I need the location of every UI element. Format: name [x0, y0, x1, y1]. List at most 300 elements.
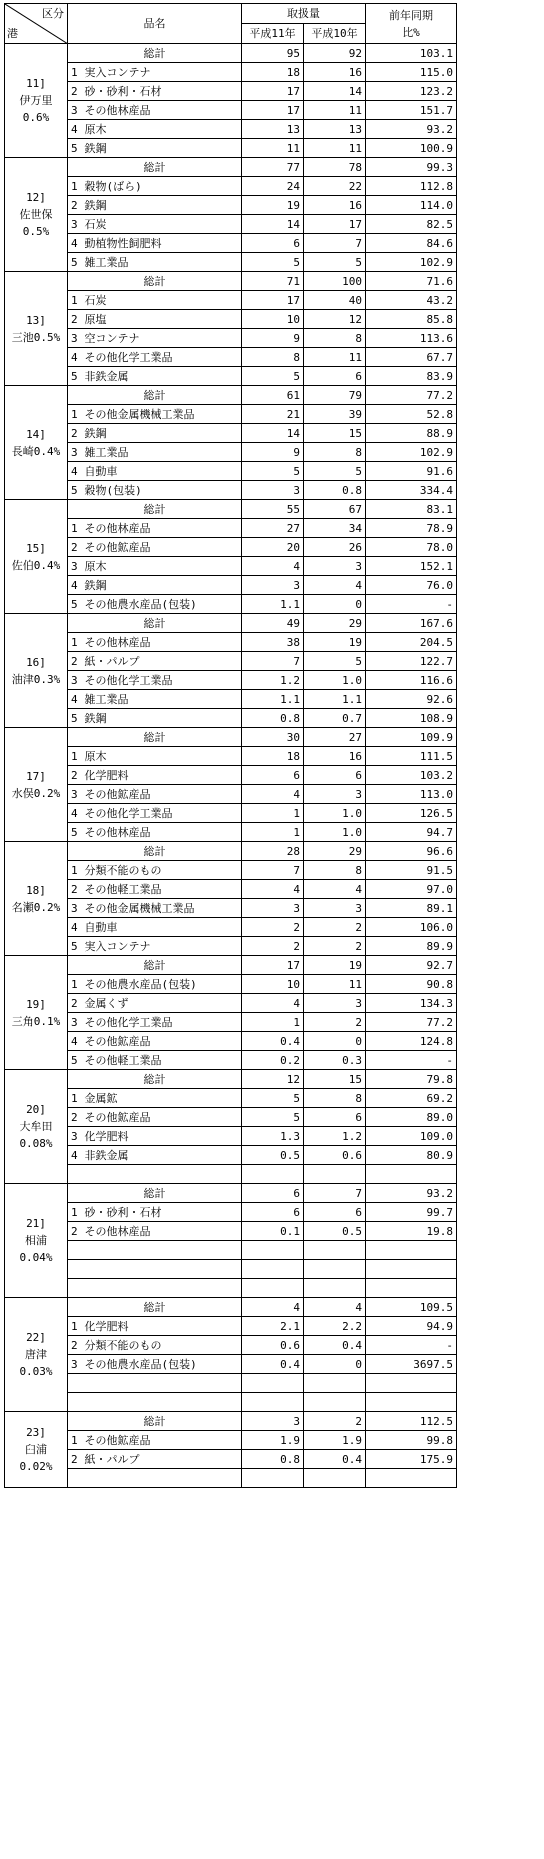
- item-rank: 5: [68, 253, 82, 272]
- item-rank: 3: [68, 1013, 82, 1032]
- blank-cell: [68, 1469, 242, 1488]
- table-row: [5, 1355, 457, 1374]
- table-row: [5, 994, 457, 1013]
- item-prev-value: 11: [304, 348, 366, 367]
- item-ratio-value: 67.7: [366, 348, 457, 367]
- total-cur-value: 6: [242, 1184, 304, 1203]
- item-name: その他林産品: [82, 101, 242, 120]
- item-ratio-value: -: [366, 1336, 457, 1355]
- header-item-name: 品名: [68, 4, 242, 44]
- port-total-row: [5, 956, 457, 975]
- item-ratio-value: -: [366, 1051, 457, 1070]
- item-name: その他化学工業品: [82, 804, 242, 823]
- total-label: 総計: [68, 1298, 242, 1317]
- item-rank: 3: [68, 785, 82, 804]
- item-name: 鉄鋼: [82, 424, 242, 443]
- item-rank: 3: [68, 329, 82, 348]
- item-ratio-value: 92.6: [366, 690, 457, 709]
- total-prev-value: 100: [304, 272, 366, 291]
- item-ratio-value: 124.8: [366, 1032, 457, 1051]
- blank-row: [5, 1165, 457, 1184]
- item-prev-value: 16: [304, 63, 366, 82]
- item-cur-value: 8: [242, 348, 304, 367]
- table-row: [5, 975, 457, 994]
- table-row: [5, 367, 457, 386]
- port-name-line: 0.02%: [19, 1460, 53, 1473]
- item-prev-value: 0: [304, 595, 366, 614]
- item-rank: 2: [68, 880, 82, 899]
- item-ratio-value: 100.9: [366, 139, 457, 158]
- total-cur-value: 77: [242, 158, 304, 177]
- table-row: [5, 709, 457, 728]
- blank-cell: [242, 1165, 304, 1184]
- item-prev-value: 0.6: [304, 1146, 366, 1165]
- item-prev-value: 5: [304, 253, 366, 272]
- item-name: その他林産品: [82, 823, 242, 842]
- item-prev-value: 5: [304, 462, 366, 481]
- total-prev-value: 27: [304, 728, 366, 747]
- total-ratio-value: 167.6: [366, 614, 457, 633]
- item-name: 石炭: [82, 215, 242, 234]
- item-cur-value: 10: [242, 310, 304, 329]
- item-ratio-value: 113.6: [366, 329, 457, 348]
- item-cur-value: 2: [242, 937, 304, 956]
- total-cur-value: 49: [242, 614, 304, 633]
- item-ratio-value: 123.2: [366, 82, 457, 101]
- blank-cell: [68, 1241, 242, 1260]
- table-row: [5, 918, 457, 937]
- item-prev-value: 0: [304, 1355, 366, 1374]
- header-prev-ratio-line2: 比%: [402, 25, 420, 39]
- total-prev-value: 78: [304, 158, 366, 177]
- port-name-line: 伊万里: [19, 94, 53, 107]
- item-rank: 1: [68, 519, 82, 538]
- blank-cell: [68, 1165, 242, 1184]
- item-prev-value: 16: [304, 747, 366, 766]
- header-volume: 取扱量: [242, 4, 366, 24]
- item-ratio-value: 334.4: [366, 481, 457, 500]
- blank-cell: [366, 1279, 457, 1298]
- item-name: その他鉱産品: [82, 1032, 242, 1051]
- port-name-line: 油津0.3%: [11, 672, 61, 686]
- item-rank: 2: [68, 766, 82, 785]
- item-ratio-value: 112.8: [366, 177, 457, 196]
- port-total-row: [5, 842, 457, 861]
- item-cur-value: 1.1: [242, 690, 304, 709]
- item-cur-value: 0.5: [242, 1146, 304, 1165]
- table-row: [5, 899, 457, 918]
- item-name: 雑工業品: [82, 443, 242, 462]
- port-total-row: [5, 386, 457, 405]
- item-ratio-value: 69.2: [366, 1089, 457, 1108]
- port-name-cell: [5, 1412, 68, 1488]
- table-row: [5, 880, 457, 899]
- total-cur-value: 28: [242, 842, 304, 861]
- total-label: 総計: [68, 728, 242, 747]
- item-ratio-value: 19.8: [366, 1222, 457, 1241]
- total-label: 総計: [68, 158, 242, 177]
- table-row: [5, 557, 457, 576]
- item-ratio-value: 93.2: [366, 120, 457, 139]
- blank-cell: [304, 1165, 366, 1184]
- item-prev-value: 11: [304, 139, 366, 158]
- item-cur-value: 17: [242, 82, 304, 101]
- item-name: 砂・砂利・石材: [82, 82, 242, 101]
- item-rank: 2: [68, 538, 82, 557]
- item-name: 動植物性飼肥料: [82, 234, 242, 253]
- item-rank: 3: [68, 557, 82, 576]
- item-cur-value: 5: [242, 1089, 304, 1108]
- item-rank: 3: [68, 443, 82, 462]
- item-rank: 1: [68, 177, 82, 196]
- table-row: [5, 1051, 457, 1070]
- item-cur-value: 6: [242, 766, 304, 785]
- port-name-line: 大牟田: [19, 1120, 53, 1133]
- item-cur-value: 24: [242, 177, 304, 196]
- item-prev-value: 8: [304, 861, 366, 880]
- table-row: [5, 538, 457, 557]
- table-row: [5, 785, 457, 804]
- item-name: 鉄鋼: [82, 196, 242, 215]
- item-rank: 5: [68, 139, 82, 158]
- total-prev-value: 92: [304, 44, 366, 63]
- port-total-row: [5, 44, 457, 63]
- item-ratio-value: 84.6: [366, 234, 457, 253]
- port-name-line: 13]: [26, 313, 46, 327]
- blank-row: [5, 1241, 457, 1260]
- item-name: 自動車: [82, 918, 242, 937]
- item-ratio-value: 102.9: [366, 443, 457, 462]
- item-rank: 2: [68, 1108, 82, 1127]
- item-ratio-value: 3697.5: [366, 1355, 457, 1374]
- table-row: [5, 82, 457, 101]
- item-rank: 4: [68, 1032, 82, 1051]
- total-ratio-value: 109.9: [366, 728, 457, 747]
- item-cur-value: 19: [242, 196, 304, 215]
- port-name-line: 12]: [26, 191, 46, 204]
- item-cur-value: 2: [242, 918, 304, 937]
- item-prev-value: 6: [304, 1203, 366, 1222]
- item-cur-value: 10: [242, 975, 304, 994]
- item-prev-value: 40: [304, 291, 366, 310]
- blank-cell: [304, 1374, 366, 1393]
- item-ratio-value: 175.9: [366, 1450, 457, 1469]
- port-cargo-table: [4, 3, 457, 1488]
- blank-cell: [304, 1241, 366, 1260]
- port-total-row: [5, 1298, 457, 1317]
- item-ratio-value: 122.7: [366, 652, 457, 671]
- item-prev-value: 34: [304, 519, 366, 538]
- item-name: 雑工業品: [82, 253, 242, 272]
- item-ratio-value: 52.8: [366, 405, 457, 424]
- item-rank: 4: [68, 918, 82, 937]
- item-ratio-value: 134.3: [366, 994, 457, 1013]
- port-name-line: 相浦: [25, 1234, 47, 1247]
- item-prev-value: 12: [304, 310, 366, 329]
- port-name-line: 18]: [26, 883, 46, 897]
- port-name-line: 名瀬0.2%: [11, 900, 61, 914]
- table-row: [5, 633, 457, 652]
- blank-cell: [366, 1393, 457, 1412]
- item-cur-value: 3: [242, 576, 304, 595]
- item-cur-value: 18: [242, 63, 304, 82]
- item-cur-value: 9: [242, 443, 304, 462]
- item-ratio-value: 43.2: [366, 291, 457, 310]
- blank-cell: [366, 1241, 457, 1260]
- item-rank: 3: [68, 1127, 82, 1146]
- item-ratio-value: 126.5: [366, 804, 457, 823]
- item-cur-value: 20: [242, 538, 304, 557]
- item-cur-value: 0.4: [242, 1355, 304, 1374]
- item-rank: 2: [68, 82, 82, 101]
- item-rank: 1: [68, 633, 82, 652]
- item-prev-value: 0.7: [304, 709, 366, 728]
- item-cur-value: 17: [242, 291, 304, 310]
- blank-cell: [242, 1260, 304, 1279]
- total-label: 総計: [68, 500, 242, 519]
- item-rank: 5: [68, 823, 82, 842]
- total-label: 総計: [68, 1184, 242, 1203]
- total-label: 総計: [68, 842, 242, 861]
- item-cur-value: 3: [242, 481, 304, 500]
- item-rank: 3: [68, 899, 82, 918]
- item-prev-value: 11: [304, 101, 366, 120]
- item-rank: 4: [68, 576, 82, 595]
- item-rank: 1: [68, 1203, 82, 1222]
- table-row: [5, 823, 457, 842]
- item-ratio-value: 106.0: [366, 918, 457, 937]
- item-ratio-value: 111.5: [366, 747, 457, 766]
- item-prev-value: 3: [304, 557, 366, 576]
- item-name: その他金属機械工業品: [82, 405, 242, 424]
- item-rank: 3: [68, 671, 82, 690]
- total-ratio-value: 77.2: [366, 386, 457, 405]
- port-total-row: [5, 614, 457, 633]
- port-name-cell: [5, 272, 68, 386]
- table-row: [5, 139, 457, 158]
- item-name: 原木: [82, 557, 242, 576]
- item-ratio-value: 151.7: [366, 101, 457, 120]
- item-prev-value: 8: [304, 329, 366, 348]
- item-name: その他鉱産品: [82, 1431, 242, 1450]
- table-row: [5, 120, 457, 139]
- table-row: [5, 253, 457, 272]
- table-row: [5, 348, 457, 367]
- total-ratio-value: 96.6: [366, 842, 457, 861]
- item-ratio-value: 97.0: [366, 880, 457, 899]
- item-rank: 5: [68, 1051, 82, 1070]
- item-prev-value: 7: [304, 234, 366, 253]
- item-prev-value: 1.0: [304, 823, 366, 842]
- item-rank: 5: [68, 367, 82, 386]
- item-cur-value: 0.8: [242, 1450, 304, 1469]
- port-name-line: 14]: [26, 427, 46, 441]
- total-prev-value: 67: [304, 500, 366, 519]
- table-row: [5, 63, 457, 82]
- item-cur-value: 0.2: [242, 1051, 304, 1070]
- item-ratio-value: 89.1: [366, 899, 457, 918]
- item-ratio-value: 89.0: [366, 1108, 457, 1127]
- item-name: 化学肥料: [82, 766, 242, 785]
- item-ratio-value: 91.6: [366, 462, 457, 481]
- item-prev-value: 15: [304, 424, 366, 443]
- item-prev-value: 1.0: [304, 804, 366, 823]
- total-label: 総計: [68, 44, 242, 63]
- blank-cell: [242, 1393, 304, 1412]
- item-rank: 4: [68, 804, 82, 823]
- port-total-row: [5, 1184, 457, 1203]
- table-row: [5, 595, 457, 614]
- table-row: [5, 671, 457, 690]
- item-name: 実入コンテナ: [82, 937, 242, 956]
- item-name: その他鉱産品: [82, 785, 242, 804]
- port-name-line: 臼浦: [25, 1443, 47, 1456]
- item-name: 化学肥料: [82, 1317, 242, 1336]
- item-prev-value: 19: [304, 633, 366, 652]
- table-row: [5, 804, 457, 823]
- table-row: [5, 690, 457, 709]
- table-row: [5, 747, 457, 766]
- item-name: 穀物(包装): [82, 481, 242, 500]
- item-prev-value: 6: [304, 766, 366, 785]
- port-total-row: [5, 1070, 457, 1089]
- port-name-line: 19]: [26, 997, 46, 1011]
- port-name-line: 佐伯0.4%: [11, 558, 61, 572]
- table-row: [5, 310, 457, 329]
- item-rank: 1: [68, 1089, 82, 1108]
- port-name-line: 0.6%: [22, 111, 50, 124]
- item-name: 穀物(ばら): [82, 177, 242, 196]
- table-row: [5, 937, 457, 956]
- blank-cell: [304, 1279, 366, 1298]
- item-cur-value: 4: [242, 785, 304, 804]
- table-row: [5, 481, 457, 500]
- table-row: [5, 1108, 457, 1127]
- item-prev-value: 1.0: [304, 671, 366, 690]
- item-cur-value: 3: [242, 899, 304, 918]
- item-rank: 4: [68, 690, 82, 709]
- total-label: 総計: [68, 956, 242, 975]
- item-cur-value: 38: [242, 633, 304, 652]
- item-rank: 5: [68, 595, 82, 614]
- header-corner-cell: [5, 4, 68, 44]
- item-cur-value: 7: [242, 652, 304, 671]
- port-name-cell: [5, 1184, 68, 1298]
- item-ratio-value: 85.8: [366, 310, 457, 329]
- port-name-line: 佐世保: [19, 208, 53, 221]
- item-rank: 3: [68, 101, 82, 120]
- item-rank: 1: [68, 861, 82, 880]
- total-cur-value: 17: [242, 956, 304, 975]
- item-ratio-value: 89.9: [366, 937, 457, 956]
- item-name: 砂・砂利・石材: [82, 1203, 242, 1222]
- item-cur-value: 5: [242, 462, 304, 481]
- header-port-label: 港: [7, 27, 18, 40]
- item-ratio-value: 103.2: [366, 766, 457, 785]
- item-name: その他化学工業品: [82, 671, 242, 690]
- item-name: その他軽工業品: [82, 1051, 242, 1070]
- header-category-label: 区分: [42, 7, 64, 20]
- blank-cell: [304, 1393, 366, 1412]
- item-cur-value: 9: [242, 329, 304, 348]
- item-rank: 2: [68, 1450, 82, 1469]
- item-name: その他鉱産品: [82, 538, 242, 557]
- item-name: その他農水産品(包装): [82, 595, 242, 614]
- port-name-line: 三角0.1%: [11, 1014, 61, 1028]
- item-name: その他農水産品(包装): [82, 1355, 242, 1374]
- item-prev-value: 22: [304, 177, 366, 196]
- blank-cell: [68, 1260, 242, 1279]
- port-name-cell: [5, 44, 68, 158]
- blank-cell: [242, 1279, 304, 1298]
- item-cur-value: 6: [242, 234, 304, 253]
- port-name-line: 三池0.5%: [11, 330, 61, 344]
- item-ratio-value: 116.6: [366, 671, 457, 690]
- item-prev-value: 17: [304, 215, 366, 234]
- item-prev-value: 16: [304, 196, 366, 215]
- blank-cell: [366, 1260, 457, 1279]
- port-name-cell: [5, 956, 68, 1070]
- port-name-line: 23]: [26, 1426, 46, 1439]
- total-cur-value: 95: [242, 44, 304, 63]
- total-ratio-value: 83.1: [366, 500, 457, 519]
- item-rank: 4: [68, 1146, 82, 1165]
- port-name-cell: [5, 500, 68, 614]
- item-prev-value: 3: [304, 785, 366, 804]
- item-name: その他農水産品(包装): [82, 975, 242, 994]
- port-total-row: [5, 158, 457, 177]
- table-row: [5, 234, 457, 253]
- item-prev-value: 4: [304, 880, 366, 899]
- table-row: [5, 1013, 457, 1032]
- item-rank: 2: [68, 1336, 82, 1355]
- blank-row: [5, 1260, 457, 1279]
- table-row: [5, 1146, 457, 1165]
- port-name-cell: [5, 728, 68, 842]
- item-cur-value: 1: [242, 823, 304, 842]
- total-ratio-value: 112.5: [366, 1412, 457, 1431]
- item-rank: 1: [68, 63, 82, 82]
- item-name: その他化学工業品: [82, 1013, 242, 1032]
- item-cur-value: 4: [242, 880, 304, 899]
- item-rank: 5: [68, 709, 82, 728]
- item-rank: 1: [68, 405, 82, 424]
- item-name: 石炭: [82, 291, 242, 310]
- item-cur-value: 4: [242, 557, 304, 576]
- item-cur-value: 11: [242, 139, 304, 158]
- item-name: 紙・パルプ: [82, 652, 242, 671]
- item-ratio-value: 108.9: [366, 709, 457, 728]
- table-row: [5, 1127, 457, 1146]
- table-row: [5, 101, 457, 120]
- item-ratio-value: 113.0: [366, 785, 457, 804]
- item-ratio-value: 83.9: [366, 367, 457, 386]
- total-ratio-value: 71.6: [366, 272, 457, 291]
- total-prev-value: 79: [304, 386, 366, 405]
- item-cur-value: 1.9: [242, 1431, 304, 1450]
- item-name: 原木: [82, 120, 242, 139]
- total-ratio-value: 93.2: [366, 1184, 457, 1203]
- item-prev-value: 3: [304, 994, 366, 1013]
- table-row: [5, 177, 457, 196]
- table-row: [5, 196, 457, 215]
- table-row: [5, 1032, 457, 1051]
- total-prev-value: 29: [304, 842, 366, 861]
- total-cur-value: 30: [242, 728, 304, 747]
- item-name: 非鉄金属: [82, 1146, 242, 1165]
- item-cur-value: 0.1: [242, 1222, 304, 1241]
- port-total-row: [5, 1412, 457, 1431]
